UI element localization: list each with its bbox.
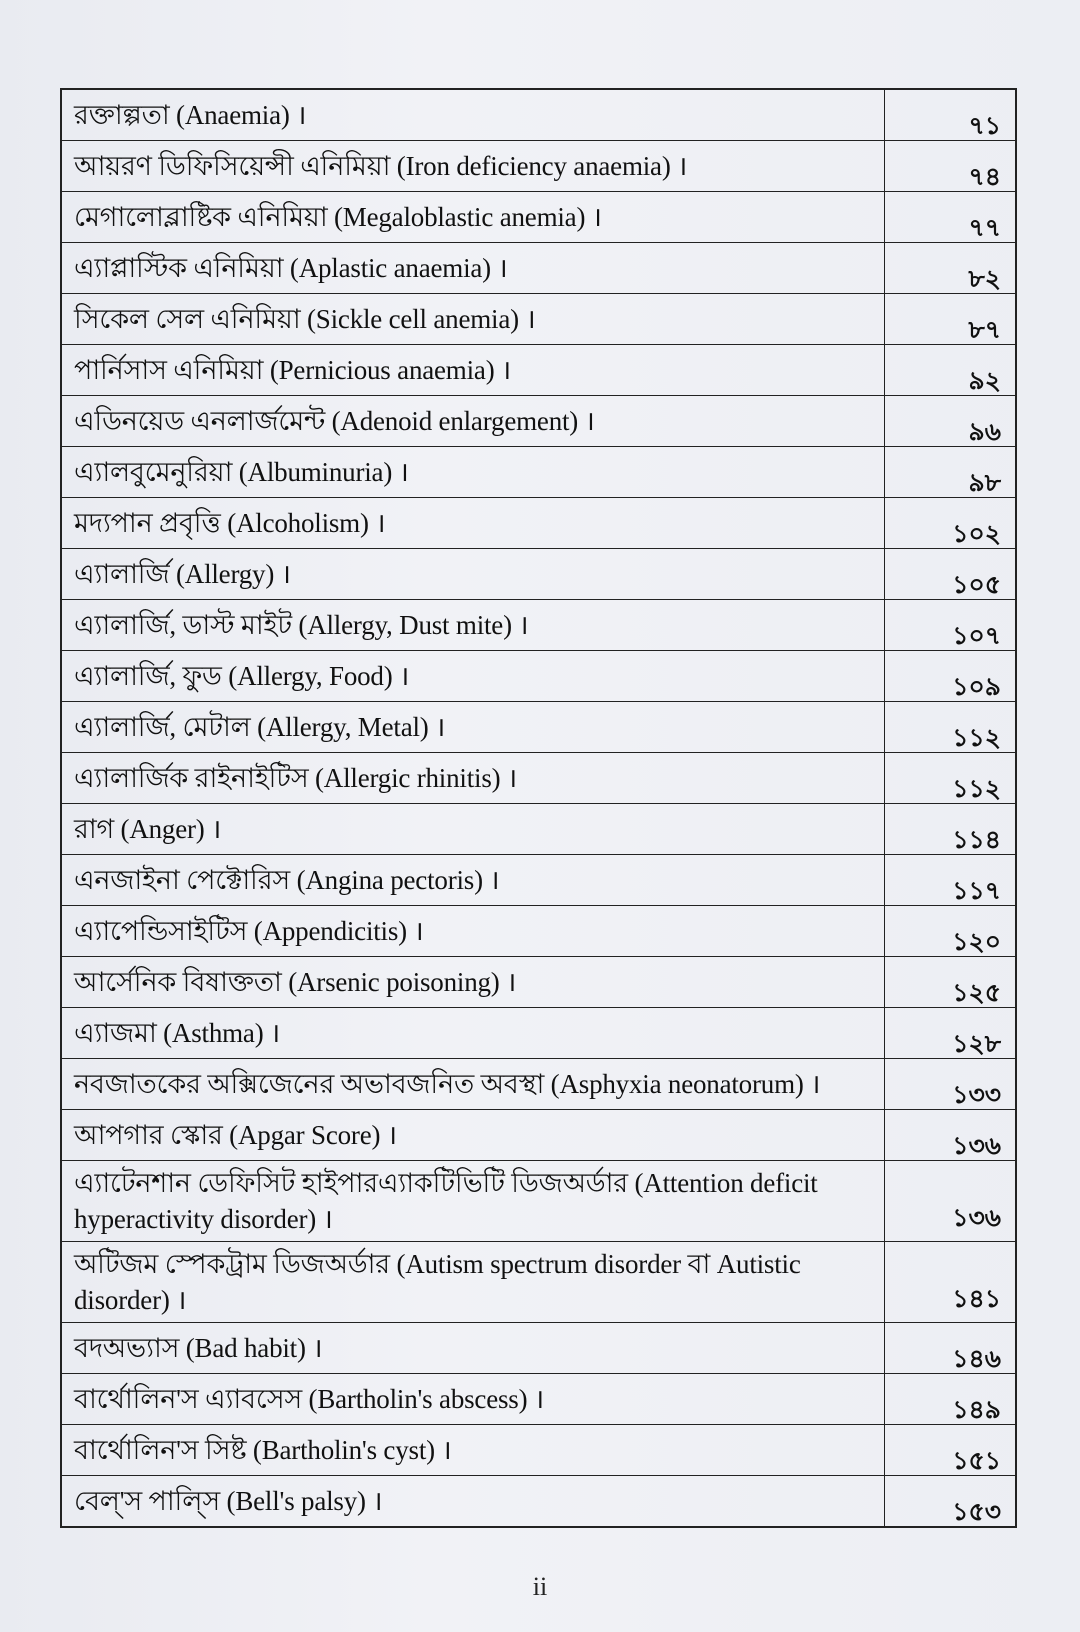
toc-page-number: ৯৬ [968,418,1001,446]
toc-row [61,600,1016,651]
toc-row [61,1323,1016,1374]
toc-row [61,549,1016,600]
toc-topic: এ্যালার্জি (Allergy) । [61,549,884,600]
toc-topic: বার্থোলিন'স সিষ্ট (Bartholin's cyst) । [61,1425,884,1476]
toc-page-number: ১৩৩ [952,1081,1001,1109]
toc-topic: এ্যাটেনশান ডেফিসিট হাইপারএ্যাকটিভিটি ডিজঅর্ডার (Attention deficit hyperactivity disorder) । [61,1161,884,1242]
toc-topic: এনজাইনা পেক্টোরিস (Angina pectoris) । [61,855,884,906]
toc-page-number: ৭৭ [968,214,1001,242]
toc-body [61,89,1016,1527]
toc-row [61,1374,1016,1425]
toc-topic: অটিজম স্পেকট্রাম ডিজঅর্ডার (Autism spectrum disorder বা Autistic disorder) । [61,1242,884,1323]
toc-page-number: ৯৮ [968,469,1001,497]
toc-page-number: ১২৮ [952,1030,1001,1058]
toc-topic: নবজাতকের অক্সিজেনের অভাবজনিত অবস্থা (Asphyxia neonatorum) । [61,1059,884,1110]
toc-topic: বেল্'স পাল্সি (Bell's palsy) । [61,1476,884,1528]
toc-topic: এ্যাপেন্ডিসাইটিস (Appendicitis) । [61,906,884,957]
table-of-contents [60,88,1017,1528]
toc-row [61,1161,1016,1242]
toc-row [61,243,1016,294]
toc-row [61,1059,1016,1110]
toc-row [61,804,1016,855]
toc-page-number: ৮৭ [968,316,1001,344]
toc-page-number: ১১২ [952,724,1001,752]
toc-page-cell [884,1242,1016,1323]
toc-row [61,447,1016,498]
toc-topic: আয়রণ ডিফিসিয়েন্সী এনিমিয়া (Iron deficiency anaemia) । [61,141,884,192]
toc-topic: এ্যালার্জি, ডাস্ট মাইট (Allergy, Dust mite) । [61,600,884,651]
toc-page-number: ১৫৩ [952,1498,1001,1526]
toc-row [61,141,1016,192]
toc-row [61,192,1016,243]
toc-page-number: ১০২ [952,520,1001,548]
toc-page-number: ১৪১ [952,1285,1001,1313]
toc-row [61,345,1016,396]
toc-row [61,1425,1016,1476]
toc-topic: এ্যালার্জিক রাইনাইটিস (Allergic rhinitis) । [61,753,884,804]
toc-page-number: ১১৪ [952,826,1001,854]
toc-page-number: ৭১ [968,112,1001,140]
toc-row [61,906,1016,957]
toc-page-number: ১৩৬ [952,1132,1001,1160]
toc-topic: এ্যাপ্লাস্টিক এনিমিয়া (Aplastic anaemia) । [61,243,884,294]
toc-page-number: ১৫১ [952,1447,1001,1475]
toc-row [61,753,1016,804]
toc-topic: রক্তাল্পতা (Anaemia) । [61,89,884,141]
toc-row [61,1008,1016,1059]
toc-topic: রাগ (Anger) । [61,804,884,855]
toc-row [61,702,1016,753]
toc-page-number: ৭৪ [968,163,1001,191]
toc-topic: বদঅভ্যাস (Bad habit) । [61,1323,884,1374]
toc-page-cell [884,1323,1016,1374]
toc-row [61,396,1016,447]
toc-page-number: ৯২ [968,367,1001,395]
toc-page-cell [884,89,1016,141]
toc-row [61,651,1016,702]
toc-topic: আর্সেনিক বিষাক্ততা (Arsenic poisoning) । [61,957,884,1008]
toc-topic: আপগার স্কোর (Apgar Score) । [61,1110,884,1161]
toc-row [61,1242,1016,1323]
toc-row [61,89,1016,141]
toc-topic: সিকেল সেল এনিমিয়া (Sickle cell anemia) । [61,294,884,345]
toc-page-number: ১২৫ [952,979,1001,1007]
toc-row [61,294,1016,345]
page-number: ii [532,1572,548,1601]
toc-page-number: ৮২ [968,265,1001,293]
toc-topic: মদ্যপান প্রবৃত্তি (Alcoholism) । [61,498,884,549]
toc-topic: এ্যালার্জি, মেটাল (Allergy, Metal) । [61,702,884,753]
toc-topic: এ্যাজমা (Asthma) । [61,1008,884,1059]
toc-page-number: ১২০ [952,928,1001,956]
toc-row [61,498,1016,549]
toc-topic: এ্যালার্জি, ফুড (Allergy, Food) । [61,651,884,702]
toc-row [61,1110,1016,1161]
toc-row [61,855,1016,906]
toc-topic: এডিনয়েড এনলার্জমেন্ট (Adenoid enlargement) । [61,396,884,447]
toc-page-number: ১০৭ [952,622,1001,650]
toc-row [61,1476,1016,1528]
toc-topic: বার্থোলিন'স এ্যাবসেস (Bartholin's abscess) । [61,1374,884,1425]
toc-page-number: ১১৭ [952,877,1001,905]
toc-page-number: ১০৯ [952,673,1001,701]
toc-page-number: ১০৫ [952,571,1001,599]
toc-page-number: ১৪৬ [952,1345,1001,1373]
toc-page-number: ১৩৬ [952,1204,1001,1232]
toc-topic: পার্নিসাস এনিমিয়া (Pernicious anaemia) । [61,345,884,396]
toc-page-number: ১৪৯ [952,1396,1001,1424]
toc-topic: এ্যালবুমেনুরিয়া (Albuminuria) । [61,447,884,498]
toc-row [61,957,1016,1008]
toc-topic: মেগালোব্লাষ্টিক এনিমিয়া (Megaloblastic anemia) । [61,192,884,243]
toc-page-cell [884,1161,1016,1242]
toc-page-number: ১১২ [952,775,1001,803]
